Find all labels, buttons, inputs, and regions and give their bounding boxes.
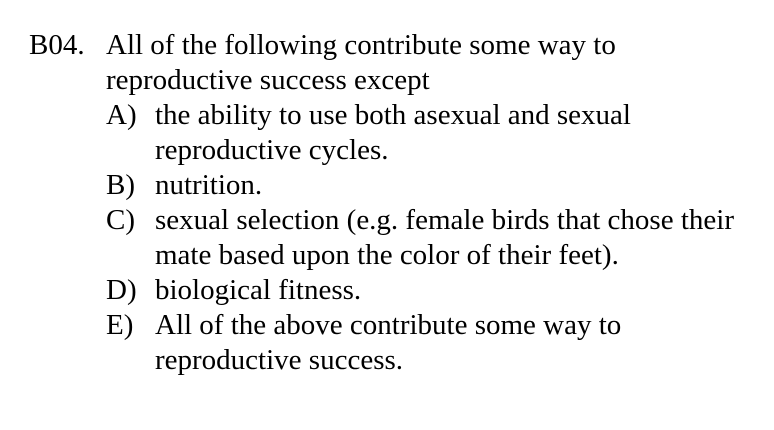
option-text: sexual selection (e.g. female birds that chose their mate based upon the color of their feet). [155,204,734,271]
option-d [106,273,749,308]
option-e [106,308,749,378]
option-text: the ability to use both asexual and sexual reproductive cycles. [155,99,631,166]
option-text: All of the above contribute some way to reproductive success. [155,309,622,376]
option-c [106,203,749,273]
question-stem: All of the following contribute some way to reproductive success except [106,29,616,96]
option-letter: B) [106,169,135,201]
option-letter: A) [106,99,137,131]
question-body [106,28,749,378]
question-block [29,28,749,378]
option-letter: D) [106,274,137,306]
option-b [106,168,749,203]
question-row [29,28,749,378]
answer-options [106,98,749,378]
option-text: nutrition. [155,169,263,201]
option-letter: E) [106,309,134,341]
question-number: B04. [29,29,85,61]
option-letter: C) [106,204,135,236]
option-a [106,98,749,168]
option-text: biological fitness. [155,274,362,306]
